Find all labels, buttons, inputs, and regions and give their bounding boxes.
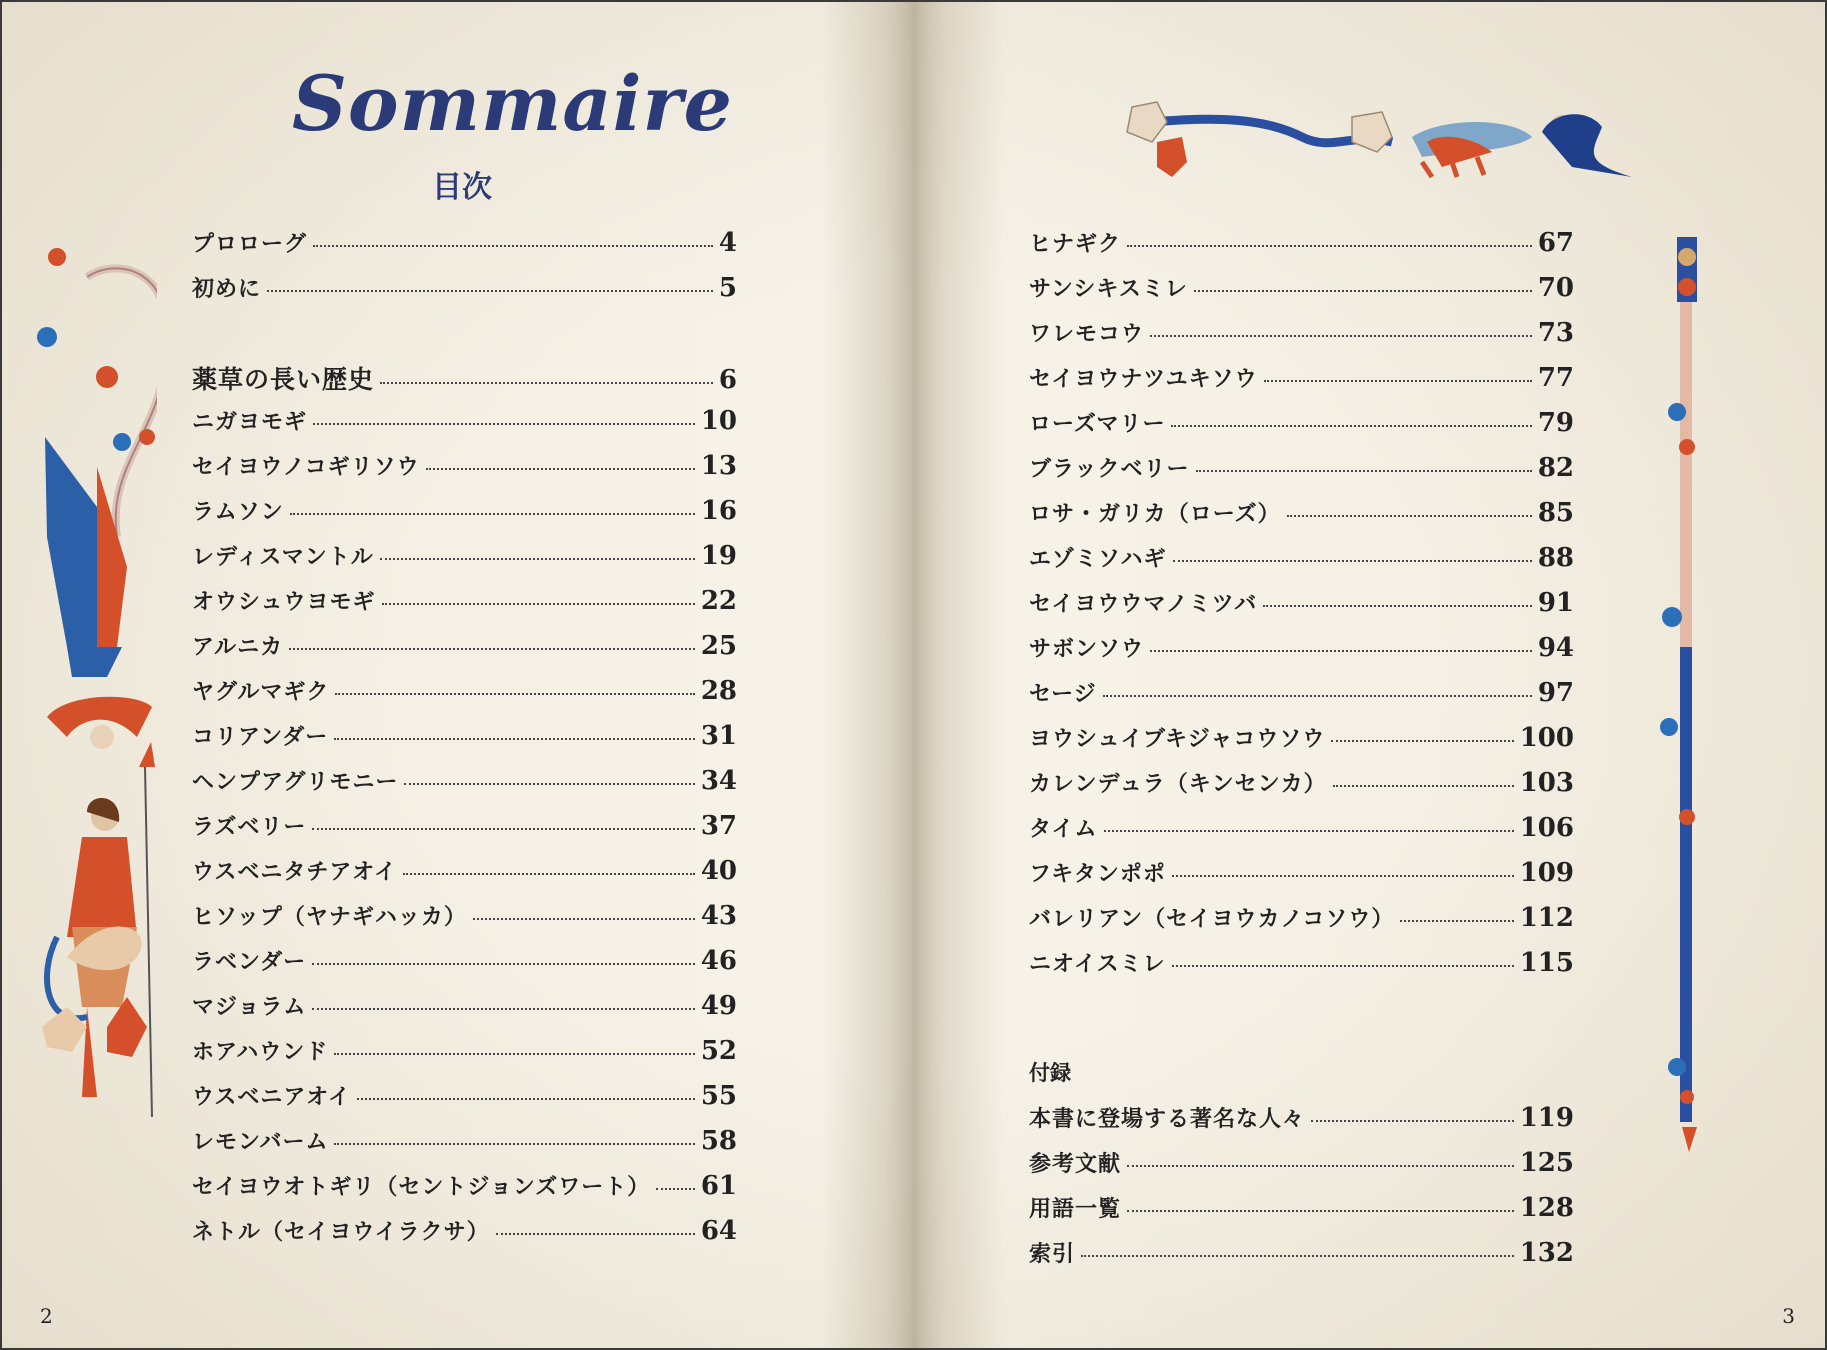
- toc-label: マジョラム: [192, 995, 307, 1020]
- toc-page: 97: [1537, 678, 1574, 708]
- toc-page: 91: [1537, 588, 1574, 618]
- toc-page: 103: [1519, 768, 1574, 798]
- toc-entry[interactable]: [192, 1170, 737, 1215]
- toc-label: アルニカ: [192, 635, 284, 660]
- toc-page: 58: [700, 1126, 737, 1156]
- toc-entry[interactable]: [1029, 1237, 1574, 1282]
- leader-dots: [1263, 605, 1532, 607]
- leader-dots: [267, 290, 713, 292]
- toc-page: 85: [1537, 498, 1574, 528]
- toc-label: ニオイスミレ: [1029, 952, 1166, 977]
- toc-entry[interactable]: [1029, 587, 1574, 632]
- toc-page: 61: [700, 1171, 737, 1201]
- toc-entry[interactable]: [192, 1215, 737, 1260]
- leader-dots: [313, 423, 695, 425]
- toc-page: 49: [700, 991, 737, 1021]
- toc-entry[interactable]: [1029, 272, 1574, 317]
- toc-page: 55: [700, 1081, 737, 1111]
- toc-entry[interactable]: [192, 540, 737, 585]
- toc-page: 22: [700, 586, 737, 616]
- toc-entry[interactable]: [192, 1035, 737, 1080]
- toc-label: ヒナギク: [1029, 232, 1122, 257]
- toc-entry[interactable]: [192, 585, 737, 630]
- toc-label: セージ: [1029, 682, 1097, 707]
- toc-entry[interactable]: [192, 272, 737, 317]
- toc-page: 31: [700, 721, 737, 751]
- toc-page: 132: [1519, 1238, 1574, 1268]
- toc-label: 初めに: [192, 277, 262, 302]
- toc-page: 6: [718, 365, 737, 395]
- toc-label: 用語一覧: [1029, 1197, 1122, 1222]
- toc-page: 106: [1519, 813, 1574, 843]
- leader-dots: [1194, 290, 1532, 292]
- leader-dots: [1127, 1165, 1514, 1167]
- toc-entry[interactable]: [1029, 812, 1574, 857]
- toc-entry[interactable]: [1029, 902, 1574, 947]
- leader-dots: [1331, 740, 1513, 742]
- toc-label: セイヨウナツユキソウ: [1029, 367, 1258, 392]
- toc-entry[interactable]: [192, 855, 737, 900]
- toc-page: 73: [1537, 318, 1574, 348]
- toc-page: 46: [700, 946, 737, 976]
- toc-entry[interactable]: [1029, 632, 1574, 677]
- toc-entry[interactable]: [1029, 767, 1574, 812]
- toc-page: 5: [718, 273, 737, 303]
- toc-entry[interactable]: [192, 1080, 737, 1125]
- leader-dots: [1150, 335, 1532, 337]
- leader-dots: [1287, 515, 1532, 517]
- toc-entry[interactable]: [192, 990, 737, 1035]
- toc-page: 109: [1519, 858, 1574, 888]
- leader-dots: [335, 693, 694, 695]
- toc-entry[interactable]: [1029, 407, 1574, 452]
- toc-page: 82: [1537, 453, 1574, 483]
- toc-label: コリアンダー: [192, 725, 329, 750]
- leader-dots: [380, 558, 695, 560]
- book-spine: [885, 2, 945, 1348]
- toc-label: セイヨウノコギリソウ: [192, 455, 420, 480]
- toc-right: [1029, 227, 1574, 1282]
- toc-page: 67: [1537, 228, 1574, 258]
- toc-entry[interactable]: [192, 227, 737, 272]
- toc-entry[interactable]: [192, 630, 737, 675]
- toc-label: 索引: [1029, 1242, 1076, 1267]
- toc-entry[interactable]: [1029, 677, 1574, 722]
- leader-dots: [1196, 470, 1532, 472]
- toc-label: カレンデュラ（キンセンカ）: [1029, 772, 1327, 797]
- leader-dots: [1400, 920, 1513, 922]
- leader-dots: [1103, 695, 1532, 697]
- toc-page: 40: [700, 856, 737, 886]
- leader-dots: [403, 873, 695, 875]
- toc-label: ブラックベリー: [1029, 457, 1190, 482]
- leader-dots: [1172, 965, 1514, 967]
- toc-label: ホアハウンド: [192, 1040, 329, 1065]
- leader-dots: [1150, 650, 1532, 652]
- toc-page: 112: [1519, 903, 1574, 933]
- toc-label: ラベンダー: [192, 950, 307, 975]
- toc-entry[interactable]: [192, 810, 737, 855]
- toc-label: ロサ・ガリカ（ローズ）: [1029, 502, 1281, 527]
- toc-label: 参考文献: [1029, 1152, 1122, 1177]
- leader-dots: [426, 468, 695, 470]
- toc-entry[interactable]: [1029, 317, 1574, 362]
- toc-entry[interactable]: [1029, 947, 1574, 992]
- leader-dots: [1264, 380, 1532, 382]
- toc-page: 119: [1519, 1103, 1574, 1133]
- toc-entry[interactable]: [192, 720, 737, 765]
- leader-dots: [312, 963, 695, 965]
- toc-page: 25: [700, 631, 737, 661]
- toc-entry[interactable]: [192, 900, 737, 945]
- toc-page: 64: [700, 1216, 737, 1246]
- toc-label: タイム: [1029, 817, 1098, 842]
- toc-label: ウスベニタチアオイ: [192, 860, 398, 885]
- toc-label: エゾミソハギ: [1029, 547, 1167, 572]
- toc-label: プロローグ: [192, 232, 308, 257]
- toc-label: 本書に登場する著名な人々: [1029, 1107, 1306, 1132]
- leader-dots: [1081, 1255, 1514, 1257]
- toc-label: ネトル（セイヨウイラクサ）: [192, 1220, 490, 1245]
- leader-dots: [1173, 560, 1532, 562]
- toc-label: 薬草の長い歴史: [192, 365, 375, 394]
- toc-entry[interactable]: [1029, 542, 1574, 587]
- toc-left: [192, 227, 737, 1260]
- toc-page: 125: [1519, 1148, 1574, 1178]
- toc-entry[interactable]: [192, 945, 737, 990]
- leader-dots: [473, 918, 695, 920]
- toc-page: 28: [700, 676, 737, 706]
- toc-entry[interactable]: [1029, 452, 1574, 497]
- leader-dots: [404, 783, 694, 785]
- leader-dots: [382, 603, 695, 605]
- toc-entry[interactable]: [192, 1125, 737, 1170]
- toc-entry[interactable]: [1029, 1147, 1574, 1192]
- leader-dots: [312, 828, 694, 830]
- leader-dots: [656, 1188, 695, 1190]
- toc-page: 88: [1537, 543, 1574, 573]
- toc-entry[interactable]: [192, 360, 737, 405]
- toc-label: サボンソウ: [1029, 637, 1145, 662]
- toc-entry[interactable]: [192, 495, 737, 540]
- leader-dots: [380, 382, 713, 384]
- toc-page: 16: [700, 496, 737, 526]
- toc-label: ニガヨモギ: [192, 410, 308, 435]
- leader-dots: [334, 1143, 694, 1145]
- leader-dots: [357, 1098, 695, 1100]
- toc-entry[interactable]: [192, 405, 737, 450]
- leader-dots: [334, 738, 695, 740]
- toc-entry[interactable]: [1029, 722, 1574, 767]
- toc-page: 4: [718, 228, 737, 258]
- toc-label: ワレモコウ: [1029, 322, 1145, 347]
- toc-label: サンシキスミレ: [1029, 277, 1188, 302]
- toc-label: セイヨウオトギリ（セントジョンズワート）: [192, 1175, 651, 1200]
- page-title: Sommaire: [292, 59, 733, 148]
- toc-entry[interactable]: [1029, 227, 1574, 272]
- leader-dots: [334, 1053, 695, 1055]
- toc-entry[interactable]: [192, 675, 737, 720]
- toc-label: ヒソップ（ヤナギハッカ）: [192, 905, 467, 930]
- toc-label: セイヨウウマノミツバ: [1029, 592, 1258, 617]
- toc-entry[interactable]: [192, 765, 737, 810]
- toc-label: バレリアン（セイヨウカノコソウ）: [1029, 907, 1395, 932]
- toc-label: ラムソン: [192, 500, 284, 525]
- toc-page: 43: [700, 901, 737, 931]
- page-number-right: 3: [1782, 1304, 1795, 1328]
- toc-label: ヤグルマギク: [192, 680, 330, 705]
- toc-page: 10: [700, 406, 737, 436]
- toc-page: 77: [1537, 363, 1574, 393]
- toc-page: 100: [1519, 723, 1574, 753]
- toc-entry[interactable]: [1029, 362, 1574, 407]
- toc-page: 115: [1519, 948, 1574, 978]
- leader-dots: [1171, 425, 1531, 427]
- toc-label: フキタンポポ: [1029, 862, 1166, 887]
- leader-dots: [313, 245, 713, 247]
- toc-page: 79: [1537, 408, 1574, 438]
- toc-label: オウシュウヨモギ: [192, 590, 376, 615]
- toc-label: ラズベリー: [192, 815, 307, 840]
- appendix-heading: 付録: [1029, 1061, 1071, 1085]
- toc-label: ローズマリー: [1029, 412, 1166, 437]
- leader-dots: [290, 513, 695, 515]
- leader-dots: [289, 648, 695, 650]
- toc-label: レモンバーム: [192, 1130, 329, 1155]
- toc-page: 94: [1537, 633, 1574, 663]
- toc-page: 52: [700, 1036, 737, 1066]
- toc-page: 37: [700, 811, 737, 841]
- dragon-bird-ornament: [1112, 97, 1712, 212]
- toc-label: ヘンプアグリモニー: [192, 770, 399, 795]
- leader-dots: [1127, 1210, 1514, 1212]
- vine-column-ornament: [1657, 237, 1712, 1217]
- toc-page: 70: [1537, 273, 1574, 303]
- toc-label: ヨウシュイブキジャコウソウ: [1029, 727, 1326, 752]
- toc-page: 128: [1519, 1193, 1574, 1223]
- page-subtitle: 目次: [432, 170, 492, 205]
- leader-dots: [312, 1008, 694, 1010]
- leader-dots: [496, 1233, 695, 1235]
- floral-border-ornament: [27, 237, 157, 1177]
- toc-entry[interactable]: [1029, 497, 1574, 542]
- toc-entry[interactable]: [1029, 1102, 1574, 1147]
- toc-page: 13: [700, 451, 737, 481]
- toc-entry[interactable]: [1029, 857, 1574, 902]
- toc-page: 34: [700, 766, 737, 796]
- leader-dots: [1333, 785, 1514, 787]
- toc-entry[interactable]: [192, 450, 737, 495]
- toc-label: ウスベニアオイ: [192, 1085, 352, 1110]
- leader-dots: [1127, 245, 1532, 247]
- toc-entry[interactable]: [1029, 1192, 1574, 1237]
- leader-dots: [1104, 830, 1514, 832]
- toc-label: レディスマントル: [192, 545, 374, 570]
- leader-dots: [1172, 875, 1514, 877]
- page-number-left: 2: [40, 1304, 53, 1328]
- toc-page: 19: [700, 541, 737, 571]
- leader-dots: [1311, 1120, 1514, 1122]
